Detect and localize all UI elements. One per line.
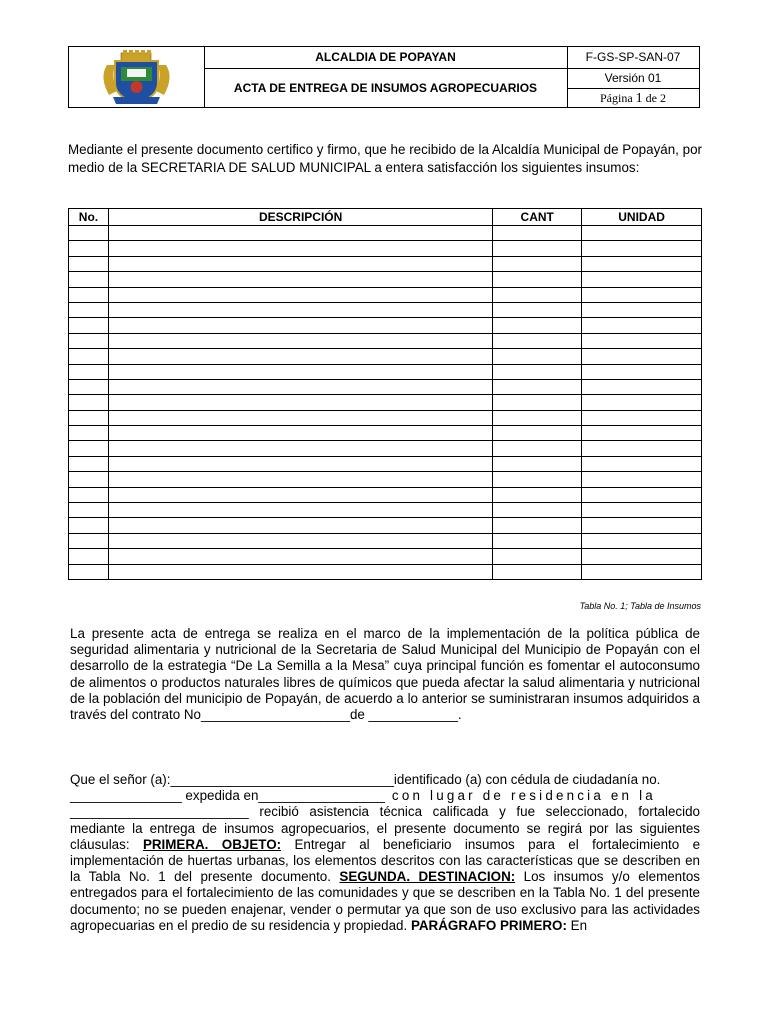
table-row: [69, 256, 702, 271]
table-row: [69, 379, 702, 394]
cell-description: [108, 349, 492, 364]
column-header-description: DESCRIPCIÓN: [108, 209, 492, 226]
cell-description: [108, 287, 492, 302]
cell-description: [108, 456, 492, 471]
table-row: [69, 395, 702, 410]
table-row: [69, 302, 702, 317]
residence-text: con lugar de residencia en la: [385, 788, 656, 804]
column-header-no: No.: [69, 209, 109, 226]
cell-description: [108, 533, 492, 548]
cell-quantity: [493, 410, 582, 425]
cell-quantity: [493, 318, 582, 333]
page-prefix: Página: [600, 91, 633, 105]
cell-quantity: [493, 379, 582, 394]
cell-unit: [582, 349, 702, 364]
cell-unit: [582, 503, 702, 518]
cell-no: [69, 549, 109, 564]
cell-no: [69, 379, 109, 394]
document-code: F-GS-SP-SAN-07: [567, 47, 699, 69]
cell-description: [108, 441, 492, 456]
header-title-cell: [204, 47, 568, 107]
cell-quantity: [493, 549, 582, 564]
clauses-intro: fortalecido mediante la entrega de insumos agropecuarios, el presente documento se regirá por las siguientes cláusulas:: [70, 804, 700, 852]
cell-unit: [582, 518, 702, 533]
cell-unit: [582, 364, 702, 379]
beneficiary-line: Que el señor (a):______________________________identificado (a) con cédula de ciudadanía no.: [70, 772, 661, 787]
cell-description: [108, 272, 492, 287]
cell-description: [108, 410, 492, 425]
paragraph-first-text: En: [566, 917, 588, 933]
table-row: [69, 410, 702, 425]
org-name: ALCALDIA DE POPAYAN: [204, 47, 567, 69]
cell-unit: [582, 472, 702, 487]
clause-first-text: Entregar al beneficiario insumos para el fortalecimiento e implementación de huertas urbanas, los elementos descritos con las características que se describen en la Tabla No. 1 del presente documento.: [70, 836, 701, 885]
table-row: [69, 472, 702, 487]
cell-unit: [582, 241, 702, 256]
document-header: [68, 46, 700, 108]
cell-unit: [582, 287, 702, 302]
clause-second-heading: SEGUNDA. DESTINACION:: [339, 869, 516, 885]
cell-quantity: [493, 487, 582, 502]
cell-no: [69, 518, 109, 533]
cell-quantity: [493, 564, 582, 579]
table-row: [69, 272, 702, 287]
table-body: [69, 226, 702, 580]
cell-quantity: [493, 426, 582, 441]
cell-quantity: [493, 241, 582, 256]
cell-no: [69, 410, 109, 425]
cell-no: [69, 395, 109, 410]
supplies-table: [68, 208, 702, 580]
cell-quantity: [493, 503, 582, 518]
cell-description: [108, 318, 492, 333]
cell-description: [108, 549, 492, 564]
cell-no: [69, 349, 109, 364]
cell-unit: [582, 272, 702, 287]
cell-no: [69, 441, 109, 456]
cell-quantity: [493, 456, 582, 471]
cell-description: [108, 364, 492, 379]
cell-no: [69, 364, 109, 379]
table-row: [69, 287, 702, 302]
cell-description: [108, 518, 492, 533]
cell-quantity: [493, 226, 582, 241]
cell-description: [108, 226, 492, 241]
column-header-unit: UNIDAD: [582, 209, 702, 226]
cell-quantity: [493, 333, 582, 348]
cell-no: [69, 456, 109, 471]
table-row: [69, 564, 702, 579]
cell-quantity: [493, 395, 582, 410]
table-row: [69, 364, 702, 379]
cell-unit: [582, 302, 702, 317]
cell-description: [108, 564, 492, 579]
page-total: 2: [660, 91, 666, 105]
cell-unit: [582, 256, 702, 271]
table-header-row: [69, 209, 702, 226]
municipal-coat-of-arms-icon: [69, 47, 204, 107]
page-number: 1: [635, 91, 643, 106]
header-meta-cell: [567, 47, 699, 107]
column-header-quantity: CANT: [493, 209, 582, 226]
table-row: [69, 549, 702, 564]
table-row: [69, 241, 702, 256]
document-version: Versión 01: [567, 69, 699, 89]
cell-no: [69, 564, 109, 579]
cell-unit: [582, 318, 702, 333]
cell-unit: [582, 441, 702, 456]
clauses-paragraph: [70, 772, 700, 934]
intro-paragraph: Mediante el presente documento certifico y firmo, que he recibido de la Alcaldía Municipal de Popayán, por medio de la SECRETARIA DE SALUD MUNICIPAL a entera satisfacción los siguientes insumos:: [68, 142, 702, 175]
cell-quantity: [493, 533, 582, 548]
cell-no: [69, 503, 109, 518]
cell-unit: [582, 379, 702, 394]
cell-no: [69, 302, 109, 317]
table-row: [69, 333, 702, 348]
table-row: [69, 349, 702, 364]
issued-line: _______________ expedida en_________________: [70, 788, 386, 804]
cell-no: [69, 226, 109, 241]
table-row: [69, 518, 702, 533]
cell-description: [108, 379, 492, 394]
cell-description: [108, 472, 492, 487]
cell-unit: [582, 226, 702, 241]
cell-quantity: [493, 472, 582, 487]
cell-description: [108, 426, 492, 441]
table-row: [69, 456, 702, 471]
clause-second-text: Los insumos y/o elementos entregados para el fortalecimiento de las comunidades y que se describen en la Tabla No. 1 del presente documento; no se pueden enajenar, vender o permutar ya que son de uso exclusivo para las actividades agropecuarias en el predio de su residencia y propiedad.: [70, 869, 700, 933]
cell-no: [69, 272, 109, 287]
cell-description: [108, 241, 492, 256]
cell-quantity: [493, 518, 582, 533]
cell-no: [69, 287, 109, 302]
cell-unit: [582, 395, 702, 410]
cell-no: [69, 426, 109, 441]
page-of: de: [645, 91, 657, 105]
cell-no: [69, 487, 109, 502]
logo-cell: [69, 47, 205, 107]
cell-description: [108, 487, 492, 502]
cell-description: [108, 302, 492, 317]
cell-quantity: [493, 302, 582, 317]
cell-unit: [582, 456, 702, 471]
cell-description: [108, 395, 492, 410]
table-row: [69, 426, 702, 441]
cell-no: [69, 533, 109, 548]
cell-quantity: [493, 364, 582, 379]
clause-first-heading: PRIMERA. OBJETO:: [142, 836, 282, 852]
cell-no: [69, 256, 109, 271]
technical-assistance-line: ________________________ recibió asistencia técnica calificada y fue seleccionado,: [70, 804, 628, 820]
cell-description: [108, 333, 492, 348]
cell-unit: [582, 333, 702, 348]
cell-unit: [582, 410, 702, 425]
table-row: [69, 441, 702, 456]
cell-no: [69, 333, 109, 348]
cell-quantity: [493, 349, 582, 364]
cell-unit: [582, 564, 702, 579]
cell-quantity: [493, 287, 582, 302]
cell-description: [108, 503, 492, 518]
table-caption: Tabla No. 1; Tabla de Insumos: [579, 601, 701, 611]
cell-quantity: [493, 272, 582, 287]
table-row: [69, 487, 702, 502]
cell-quantity: [493, 441, 582, 456]
cell-quantity: [493, 256, 582, 271]
table-row: [69, 533, 702, 548]
cell-unit: [582, 549, 702, 564]
table-row: [69, 503, 702, 518]
implementation-paragraph: La presente acta de entrega se realiza en el marco de la implementación de la política pública de seguridad alimentaria y nutricional de la Secretaria de Salud Municipal del Municipio de Popayán con el desarrollo de la estrategia “De La Semilla a la Mesa” cuya principal función es fomentar el autoconsumo de alimentos o productos naturales libres de químicos que pueda afectar la salud alimentaria y nutricional de la población del municipio de Popayán, de acuerdo a lo anterior se suministraran insumos adquiridos a través del contrato No____________________de ____________.: [70, 626, 700, 723]
table-row: [69, 318, 702, 333]
cell-no: [69, 472, 109, 487]
cell-unit: [582, 487, 702, 502]
cell-no: [69, 318, 109, 333]
cell-no: [69, 241, 109, 256]
cell-unit: [582, 533, 702, 548]
cell-description: [108, 256, 492, 271]
document-title: ACTA DE ENTREGA DE INSUMOS AGROPECUARIOS: [233, 81, 538, 95]
table-row: [69, 226, 702, 241]
paragraph-first-heading: PARÁGRAFO PRIMERO:: [410, 917, 567, 933]
page-indicator: [567, 89, 699, 107]
cell-unit: [582, 426, 702, 441]
